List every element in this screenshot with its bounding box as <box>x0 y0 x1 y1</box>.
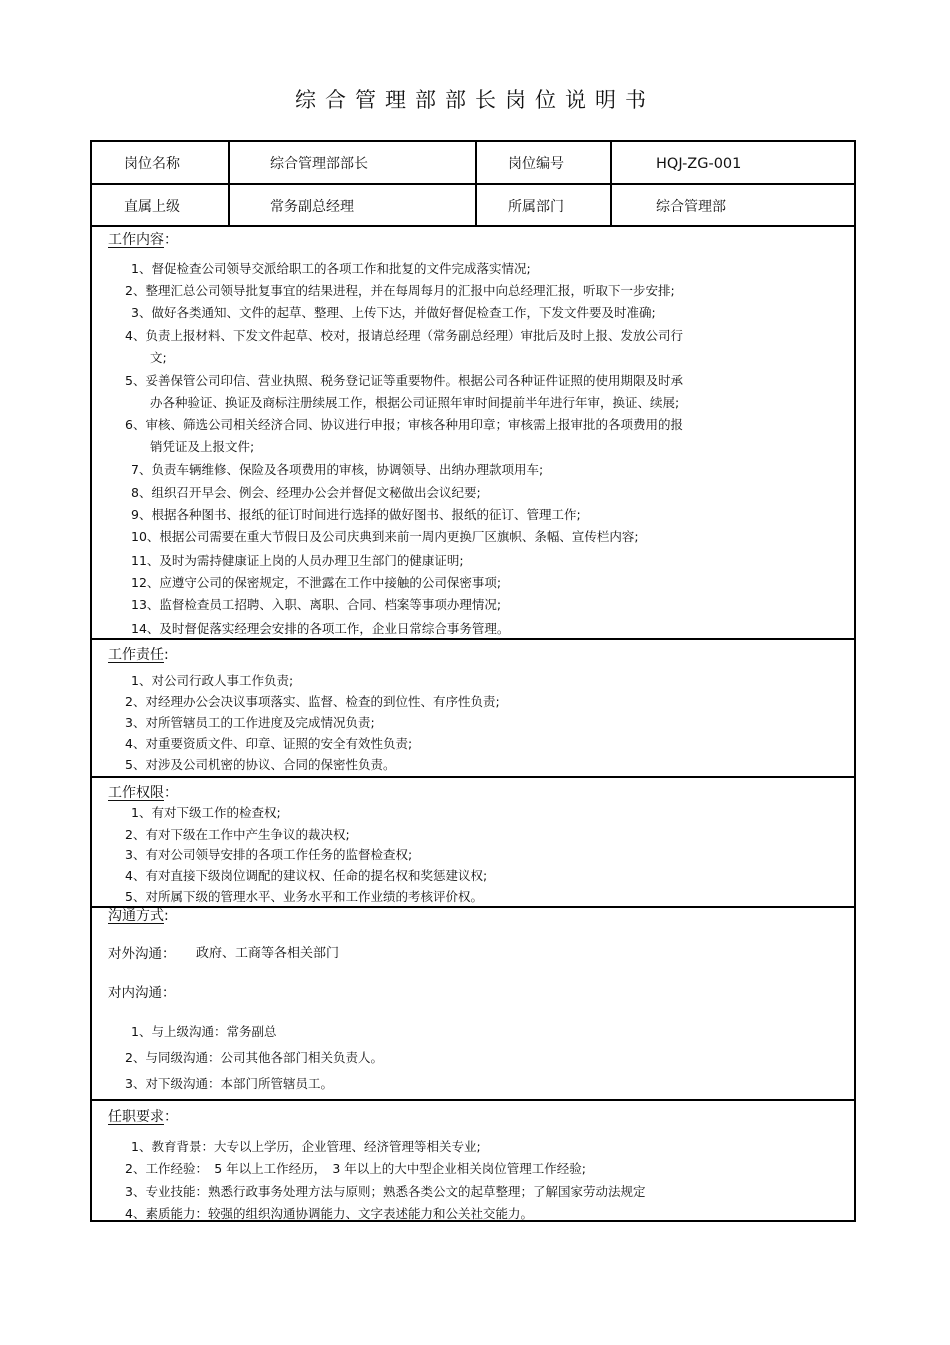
list-item: 4、有对直接下级岗位调配的建议权、任命的提名权和奖惩建议权; <box>125 868 488 883</box>
list-item: 2、对经理办公会决议事项落实、监督、检查的到位性、有序性负责; <box>125 694 500 709</box>
position-name-value: 综合管理部部长 <box>270 156 368 172</box>
list-item: 2、整理汇总公司领导批复事宜的结果进程，并在每周每月的汇报中向总经理汇报，听取下一步安排; <box>125 283 675 298</box>
list-item: 7、负责车辆维修、保险及各项费用的审核，协调领导、出纳办理款项用车; <box>131 462 544 477</box>
list-item: 12、应遵守公司的保密规定，不泄露在工作中接触的公司保密事项; <box>131 575 502 590</box>
list-item: 1、对公司行政人事工作负责; <box>131 673 294 688</box>
superior-value: 常务副总经理 <box>270 199 354 215</box>
requirements-title <box>108 1108 178 1126</box>
external-communication-value: 政府、工商等各相关部门 <box>196 946 340 961</box>
work-content-heading: 工作内容 <box>108 232 164 248</box>
internal-communication-label: 对内沟通： <box>108 985 176 1001</box>
external-communication-label: 对外沟通： <box>108 946 176 962</box>
list-item: 5、妥善保管公司印信、营业执照、税务登记证等重要物件。根据公司各种证件证照的使用期限及时承 <box>125 373 683 388</box>
requirements-colon: ： <box>164 1109 178 1125</box>
work-content-colon: ： <box>164 232 178 248</box>
list-item: 8、组织召开早会、例会、经理办公会并督促文秘做出会议纪要; <box>131 485 481 500</box>
department-label: 所属部门 <box>508 199 564 215</box>
section-divider <box>92 638 854 640</box>
column-divider <box>228 142 230 226</box>
communication-colon: : <box>164 908 169 924</box>
authority-title <box>108 784 178 802</box>
column-divider <box>610 142 612 226</box>
document-title: 综合管理部部长岗位说明书 <box>295 88 655 112</box>
section-divider <box>92 906 854 908</box>
list-item: 4、负责上报材料、下发文件起草、校对，报请总经理（常务副总经理）审批后及时上报、发放公司行 <box>125 328 683 343</box>
requirements-heading: 任职要求 <box>108 1109 164 1125</box>
column-divider <box>475 142 477 226</box>
responsibility-colon: : <box>164 647 169 663</box>
list-item-continuation: 销凭证及上报文件; <box>150 439 255 454</box>
list-item: 1、督促检查公司领导交派给职工的各项工作和批复的文件完成落实情况; <box>131 261 531 276</box>
section-divider <box>92 1099 854 1101</box>
authority-heading: 工作权限 <box>108 785 164 801</box>
list-item: 9、根据各种图书、报纸的征订时间进行选择的做好图书、报纸的征订、管理工作; <box>131 507 581 522</box>
list-item: 3、对所管辖员工的工作进度及完成情况负责; <box>125 715 375 730</box>
list-item: 1、与上级沟通：常务副总 <box>131 1024 277 1039</box>
authority-colon: ： <box>164 785 178 801</box>
list-item: 5、对涉及公司机密的协议、合同的保密性负责。 <box>125 757 396 772</box>
department-value: 综合管理部 <box>656 199 726 215</box>
list-item: 1、教育背景：大专以上学历，企业管理、经济管理等相关专业; <box>131 1139 481 1154</box>
list-item: 14、及时督促落实经理会安排的各项工作，企业日常综合事务管理。 <box>131 621 510 636</box>
responsibility-heading: 工作责任 <box>108 647 164 663</box>
row-divider <box>92 225 854 227</box>
list-item: 3、有对公司领导安排的各项工作任务的监督检查权; <box>125 847 413 862</box>
list-item: 6、审核、筛选公司相关经济合同、协议进行申报；审核各种用印章；审核需上报审批的各项费用的报 <box>125 417 683 432</box>
list-item: 4、素质能力：较强的组织沟通协调能力、文字表述能力和公关社交能力。 <box>125 1206 533 1221</box>
list-item: 10、根据公司需要在重大节假日及公司庆典到来前一周内更换厂区旗帜、条幅、宣传栏内容; <box>131 529 639 544</box>
list-item: 3、做好各类通知、文件的起草、整理、上传下达，并做好督促检查工作，下发文件要及时准确; <box>131 305 656 320</box>
responsibility-title <box>108 646 169 664</box>
superior-label: 直属上级 <box>124 199 180 215</box>
list-item: 5、对所属下级的管理水平、业务水平和工作业绩的考核评价权。 <box>125 889 483 904</box>
list-item: 13、监督检查员工招聘、入职、离职、合同、档案等事项办理情况; <box>131 597 502 612</box>
list-item: 2、与同级沟通：公司其他各部门相关负责人。 <box>125 1050 383 1065</box>
list-item-continuation: 办各种验证、换证及商标注册续展工作，根据公司证照年审时间提前半年进行年审，换证、续展; <box>150 395 680 410</box>
section-divider <box>92 776 854 778</box>
work-content-title <box>108 231 178 249</box>
list-item: 4、对重要资质文件、印章、证照的安全有效性负责; <box>125 736 413 751</box>
list-item-continuation: 文; <box>150 350 167 365</box>
position-code-value: HQJ-ZG-001 <box>656 156 742 172</box>
list-item: 3、对下级沟通：本部门所管辖员工。 <box>125 1076 333 1091</box>
list-item: 2、有对下级在工作中产生争议的裁决权; <box>125 827 350 842</box>
list-item: 3、专业技能：熟悉行政事务处理方法与原则；熟悉各类公文的起草整理；了解国家劳动法规定 <box>125 1184 646 1199</box>
row-divider <box>92 183 854 185</box>
list-item: 1、有对下级工作的检查权; <box>131 805 281 820</box>
list-item: 11、及时为需持健康证上岗的人员办理卫生部门的健康证明; <box>131 553 464 568</box>
list-item: 2、工作经验： 5 年以上工作经历， 3 年以上的大中型企业相关岗位管理工作经验; <box>125 1161 587 1176</box>
position-name-label: 岗位名称 <box>124 156 180 172</box>
communication-title <box>108 907 169 925</box>
communication-heading: 沟通方式 <box>108 908 164 924</box>
position-code-label: 岗位编号 <box>508 156 564 172</box>
job-description-table <box>90 140 856 1222</box>
